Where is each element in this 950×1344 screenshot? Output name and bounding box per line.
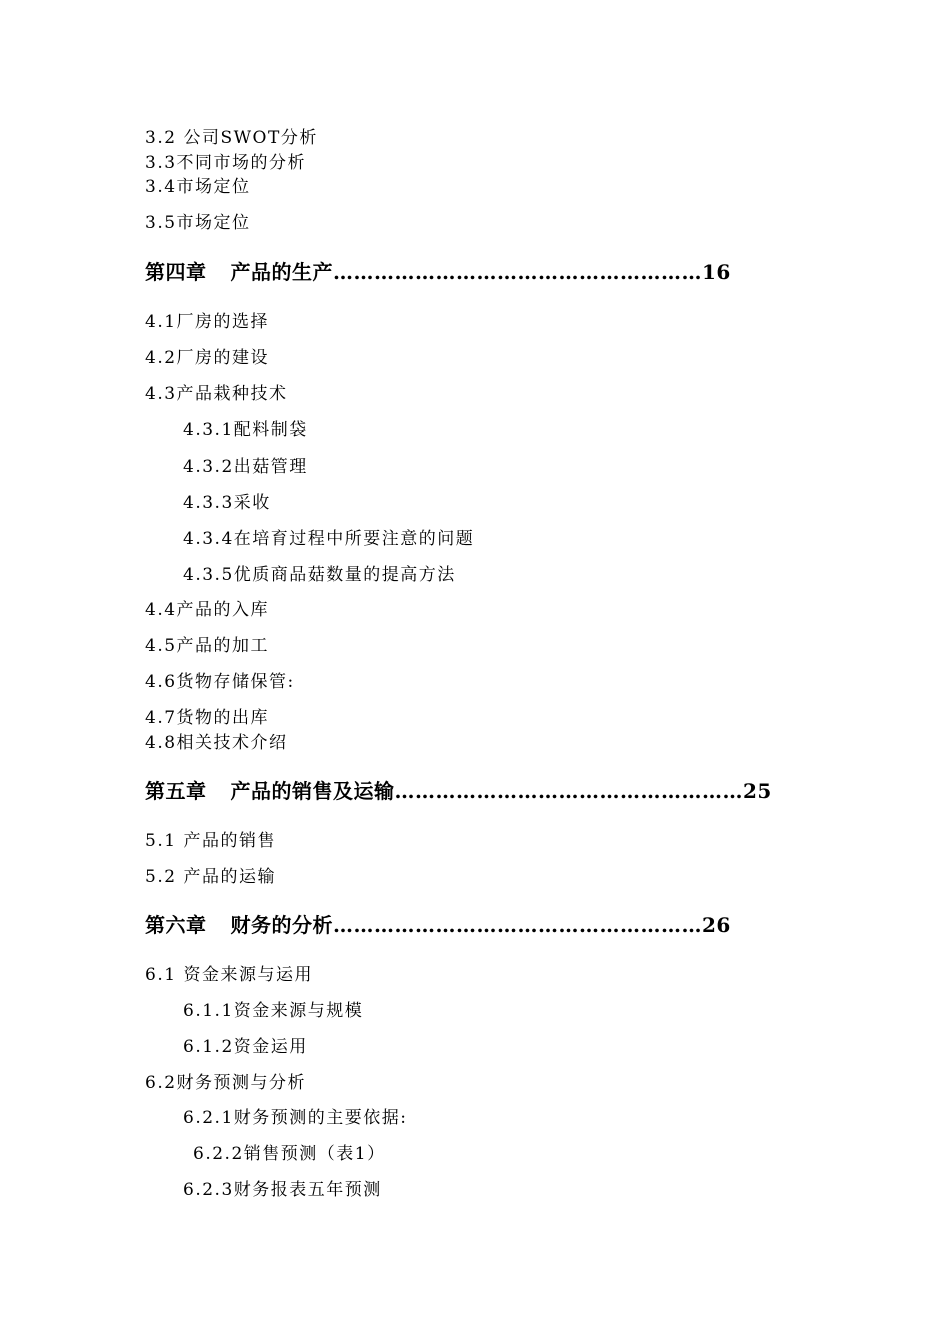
- toc-entry-4-1: 4.1厂房的选择: [145, 312, 270, 332]
- toc-entry-4-6: 4.6货物存储保管:: [145, 672, 295, 692]
- toc-entry-4-3-1: 4.3.1配料制袋: [183, 420, 308, 440]
- toc-entry-4-4: 4.4产品的入库: [145, 600, 270, 620]
- toc-entry-4-8: 4.8相关技术介绍: [145, 733, 288, 753]
- leader-dots: ………………………………………………: [333, 913, 702, 937]
- toc-entry-6-2-2: 6.2.2销售预测（表1）: [193, 1144, 386, 1164]
- toc-entry-5-1: 5.1 产品的销售: [145, 831, 276, 851]
- chapter-title: 产品的生产: [230, 260, 333, 284]
- toc-entry-6-2: 6.2财务预测与分析: [145, 1073, 307, 1093]
- toc-entry-3-3: 3.3不同市场的分析: [145, 153, 307, 173]
- toc-entry-3-2: 3.2 公司SWOT分析: [145, 128, 318, 148]
- leader-dots: ………………………………………………: [333, 260, 702, 284]
- toc-entry-4-3-2: 4.3.2出菇管理: [183, 457, 308, 477]
- chapter-title: 财务的分析: [230, 913, 333, 937]
- chapter-title: 产品的销售及运输: [230, 779, 395, 803]
- toc-entry-4-2: 4.2厂房的建设: [145, 348, 270, 368]
- chapter-label: 第五章: [145, 779, 207, 803]
- toc-entry-6-2-3: 6.2.3财务报表五年预测: [183, 1180, 382, 1200]
- toc-entry-6-1-2: 6.1.2资金运用: [183, 1037, 308, 1057]
- toc-entry-5-2: 5.2 产品的运输: [145, 867, 276, 887]
- toc-entry-4-3-3: 4.3.3采收: [183, 493, 271, 513]
- toc-entry-6-1: 6.1 资金来源与运用: [145, 965, 313, 985]
- toc-entry-4-7: 4.7货物的出库: [145, 708, 270, 728]
- toc-entry-6-1-1: 6.1.1资金来源与规模: [183, 1001, 364, 1021]
- toc-entry-3-4: 3.4市场定位: [145, 177, 251, 197]
- toc-entry-4-3-4: 4.3.4在培育过程中所要注意的问题: [183, 529, 475, 549]
- toc-chapter-5: [145, 778, 772, 804]
- toc-entry-6-2-1: 6.2.1财务预测的主要依据:: [183, 1108, 408, 1128]
- toc-entry-4-3: 4.3产品栽种技术: [145, 384, 288, 404]
- chapter-label: 第四章: [145, 260, 207, 284]
- toc-entry-4-5: 4.5产品的加工: [145, 636, 270, 656]
- toc-chapter-6: [145, 912, 731, 938]
- page-number: 25: [743, 779, 772, 803]
- page-number: 16: [702, 260, 731, 284]
- leader-dots: ……………………………………………: [394, 779, 743, 803]
- toc-entry-3-5: 3.5市场定位: [145, 213, 251, 233]
- page-number: 26: [702, 913, 731, 937]
- toc-entry-4-3-5: 4.3.5优质商品菇数量的提高方法: [183, 565, 456, 585]
- chapter-label: 第六章: [145, 913, 207, 937]
- toc-chapter-4: [145, 259, 731, 285]
